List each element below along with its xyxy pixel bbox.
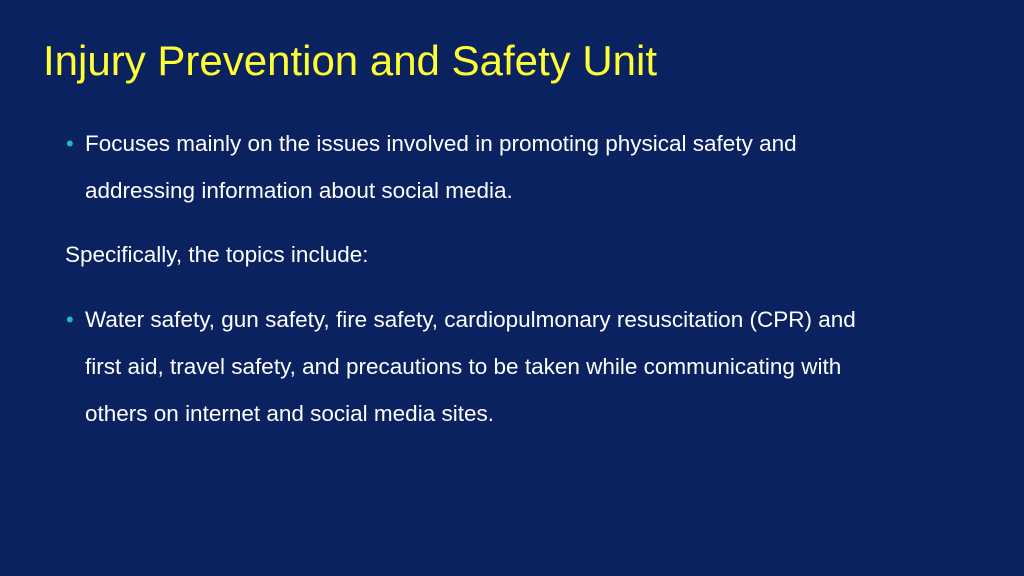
bullet-2-line-2: first aid, travel safety, and precautions to be taken while communicating with [85,354,842,379]
bullet-marker-2: • [66,307,74,332]
bullet-marker-1: • [66,131,74,156]
bullet-1-line-1: Focuses mainly on the issues involved in promoting physical safety and [85,131,797,156]
topics-subheading: Specifically, the topics include: [65,242,369,267]
bullet-2-line-3: others on internet and social media sites. [85,401,494,426]
bullet-2-line-1: Water safety, gun safety, fire safety, cardiopulmonary resuscitation (CPR) and [85,307,856,332]
bullet-1-line-2: addressing information about social media. [85,178,513,203]
slide-title: Injury Prevention and Safety Unit [43,37,658,84]
